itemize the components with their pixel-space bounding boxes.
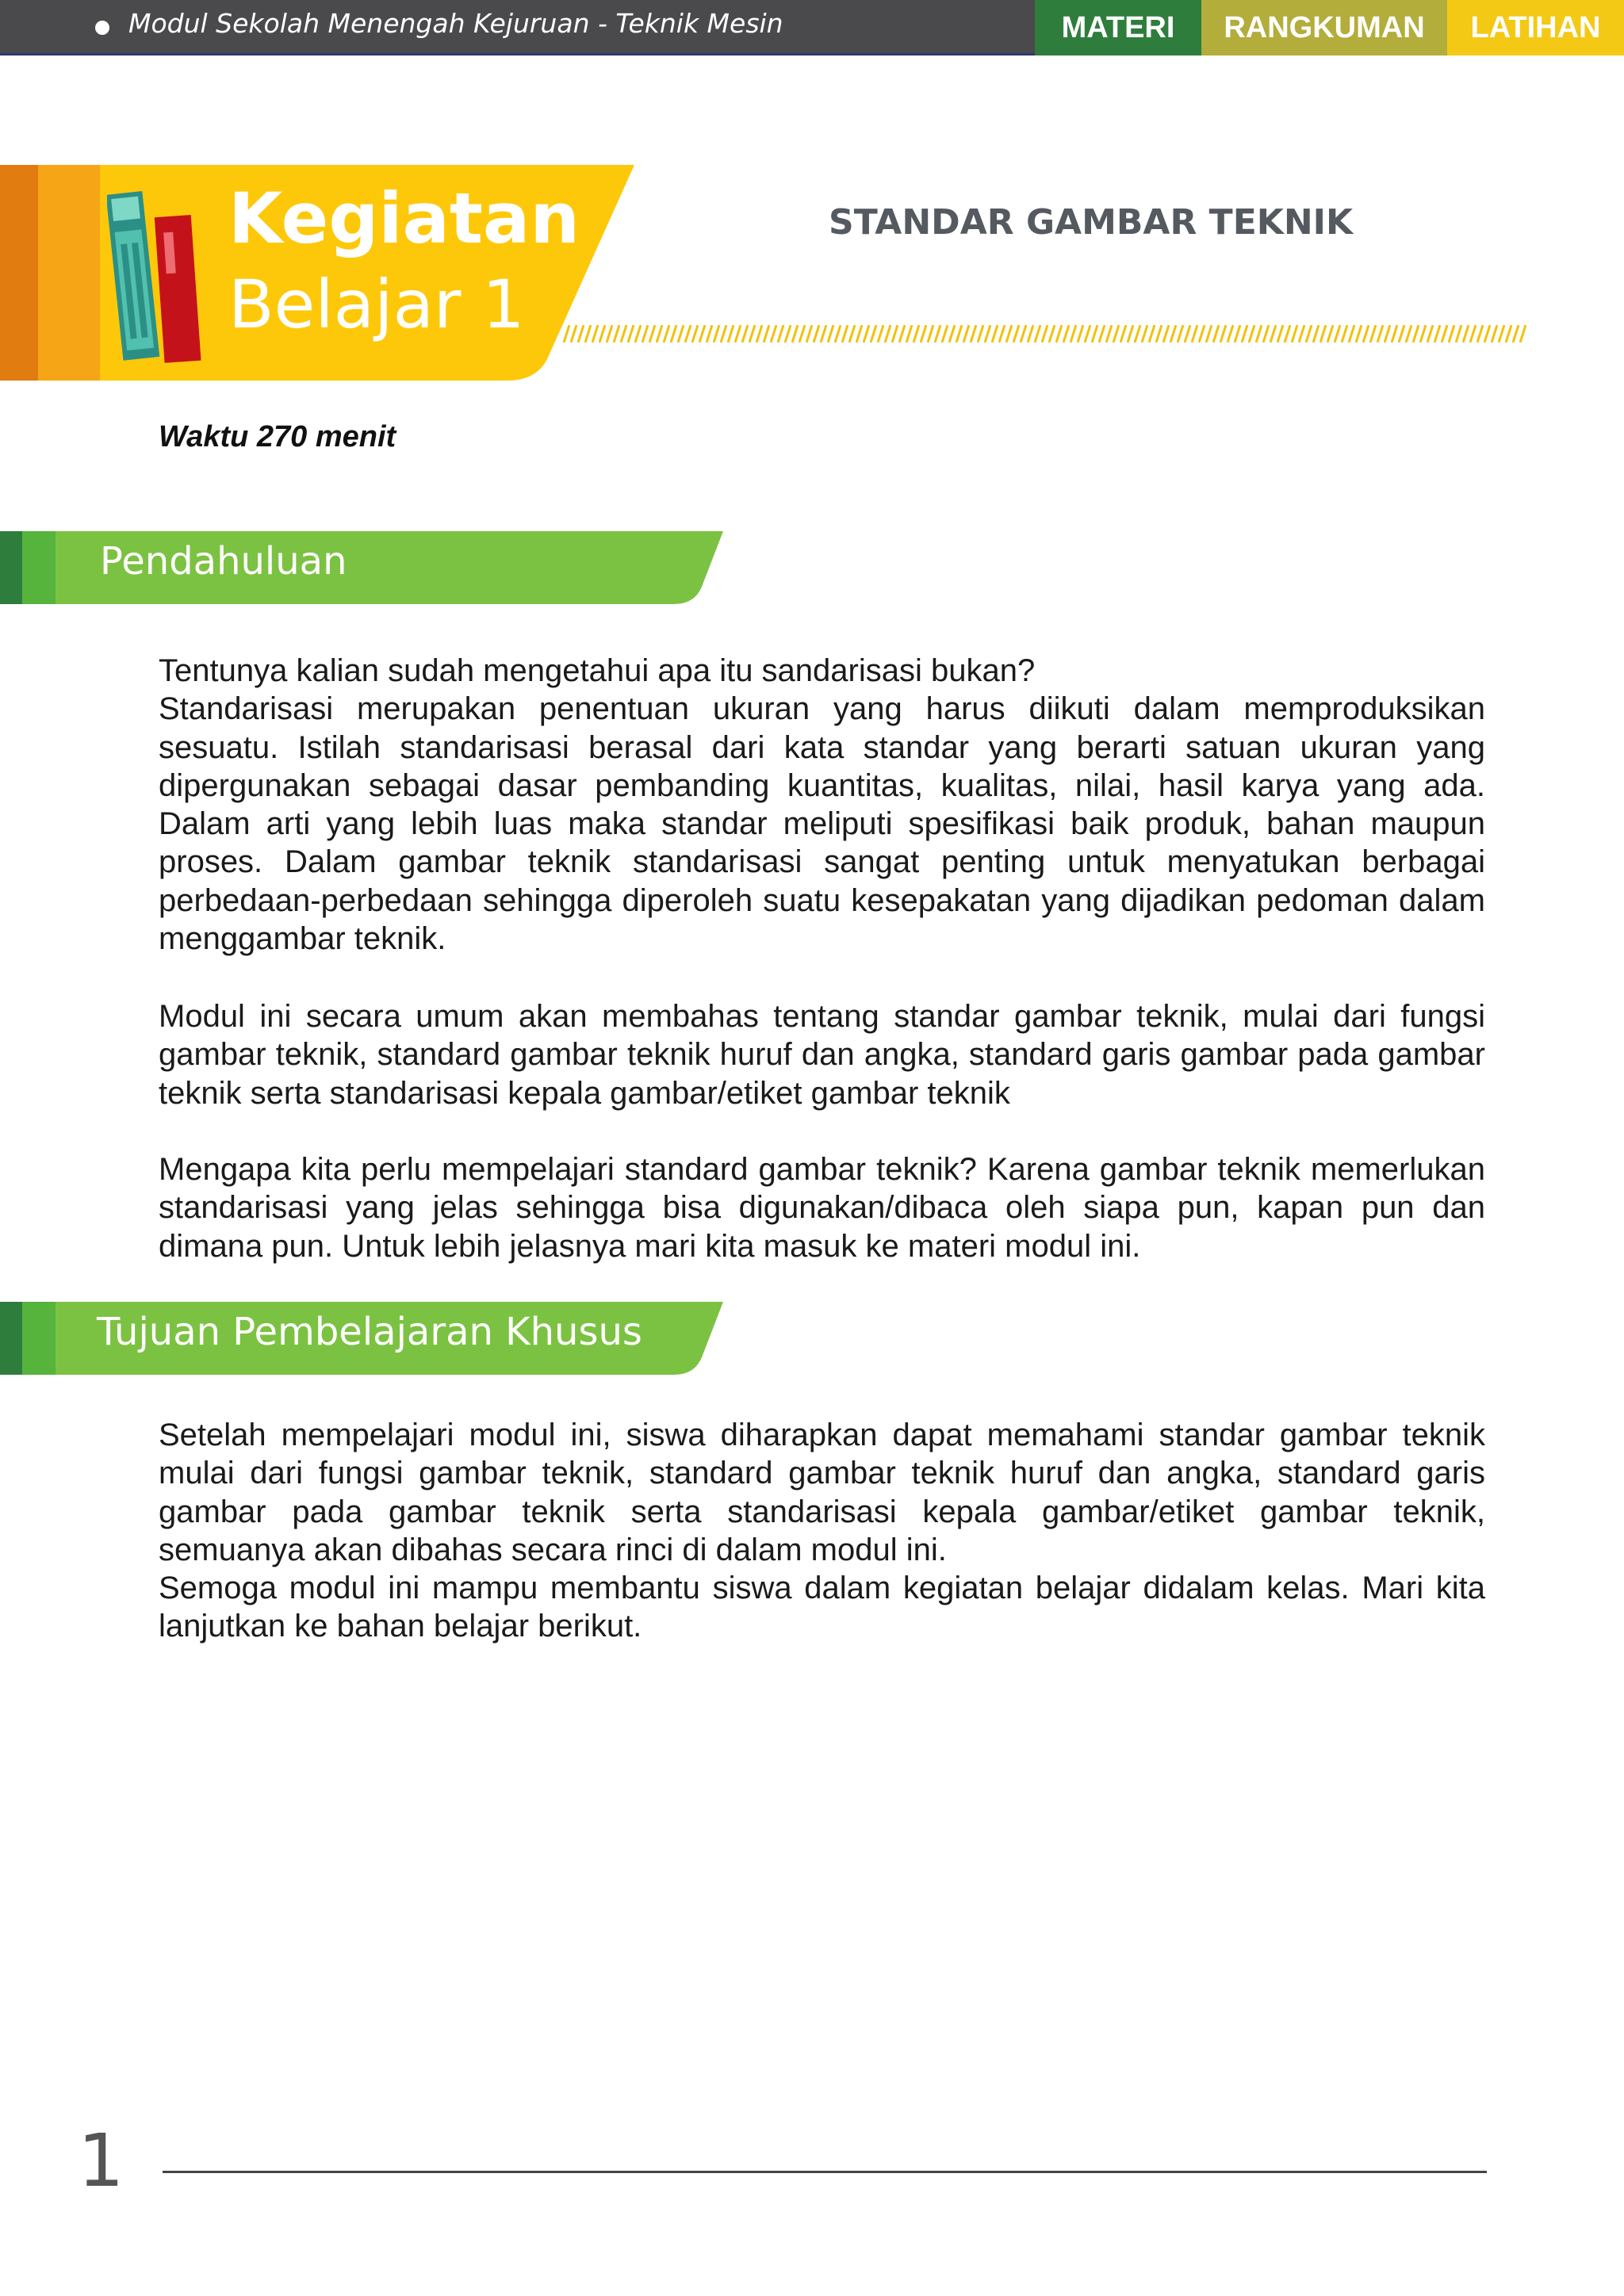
tab-latihan[interactable]: LATIHAN bbox=[1447, 0, 1624, 55]
page-number: 1 bbox=[78, 2118, 124, 2203]
intro-definition: Standarisasi merupakan penentuan ukuran yang harus diikuti dalam memproduksikan sesuatu. Istilah standarisasi berasal dari kata standar yang berarti satuan ukuran yang dipergunakan sebagai dasar pembanding kuantitas, kualitas, nilai, hasil karya yang ada. Dalam arti yang lebih luas maka standar meliputi spesifikasi baik produk, bahan maupun proses. Dalam gambar teknik standarisasi sangat penting untuk menyatukan berbagai perbedaan-perbedaan sehingga diperoleh suatu kesepakatan yang dijadikan pedoman dalam menggambar teknik. bbox=[159, 691, 1485, 957]
section-heading: Pendahuluan bbox=[100, 539, 347, 584]
section-header-pendahuluan bbox=[0, 531, 730, 604]
objective-paragraph-1: Setelah mempelajari modul ini, siswa diharapkan dapat memahami standar gambar teknik mulai dari fungsi gambar teknik, standard gambar teknik huruf dan angka, standard garis gambar pada gambar teknik serta standarisasi kepala gambar/etiket gambar teknik, semuanya akan dibahas secara rinci di dalam modul ini. bbox=[159, 1418, 1485, 1567]
banner-title: Kegiatan bbox=[228, 178, 580, 259]
objective-paragraph-2: Semoga modul ini mampu membantu siswa dalam kegiatan belajar didalam kelas. Mari kita lanjutkan ke bahan belajar berikut. bbox=[159, 1571, 1485, 1644]
footer-divider bbox=[163, 2171, 1487, 2173]
chapter-title: STANDAR GAMBAR TEKNIK bbox=[829, 202, 1354, 243]
duration-label: Waktu 270 menit bbox=[159, 420, 396, 453]
bullet-icon bbox=[95, 21, 109, 35]
intro-paragraph-3: Mengapa kita perlu mempelajari standard gambar teknik? Karena gambar teknik memerlukan standarisasi yang jelas sehingga bisa digunakan/dibaca oleh siapa pun, kapan pun dan dimana pun. Untuk lebih jelasnya mari kita masuk ke materi modul ini. bbox=[159, 1152, 1485, 1264]
top-bar bbox=[0, 0, 1035, 55]
intro-question: Tentunya kalian sudah mengetahui apa itu sandarisasi bukan? bbox=[159, 653, 1036, 688]
intro-paragraph-2: Modul ini secara umum akan membahas tentang standar gambar teknik, mulai dari fungsi gambar teknik, standard gambar teknik huruf dan angka, standard garis gambar pada gambar teknik serta standarisasi kepala gambar/etiket gambar teknik bbox=[159, 999, 1485, 1111]
hatch-divider bbox=[563, 325, 1526, 342]
books-icon bbox=[107, 184, 210, 366]
section-header-tujuan bbox=[0, 1302, 730, 1375]
section-heading: Tujuan Pembelajaran Khusus bbox=[97, 1310, 642, 1354]
module-title: Modul Sekolah Menengah Kejuruan - Teknik Mesin bbox=[128, 8, 783, 39]
tab-materi[interactable]: MATERI bbox=[1035, 0, 1201, 55]
intro-paragraph-1 bbox=[159, 652, 1485, 958]
banner-subtitle: Belajar 1 bbox=[228, 266, 525, 343]
tab-rangkuman[interactable]: RANGKUMAN bbox=[1201, 0, 1447, 55]
